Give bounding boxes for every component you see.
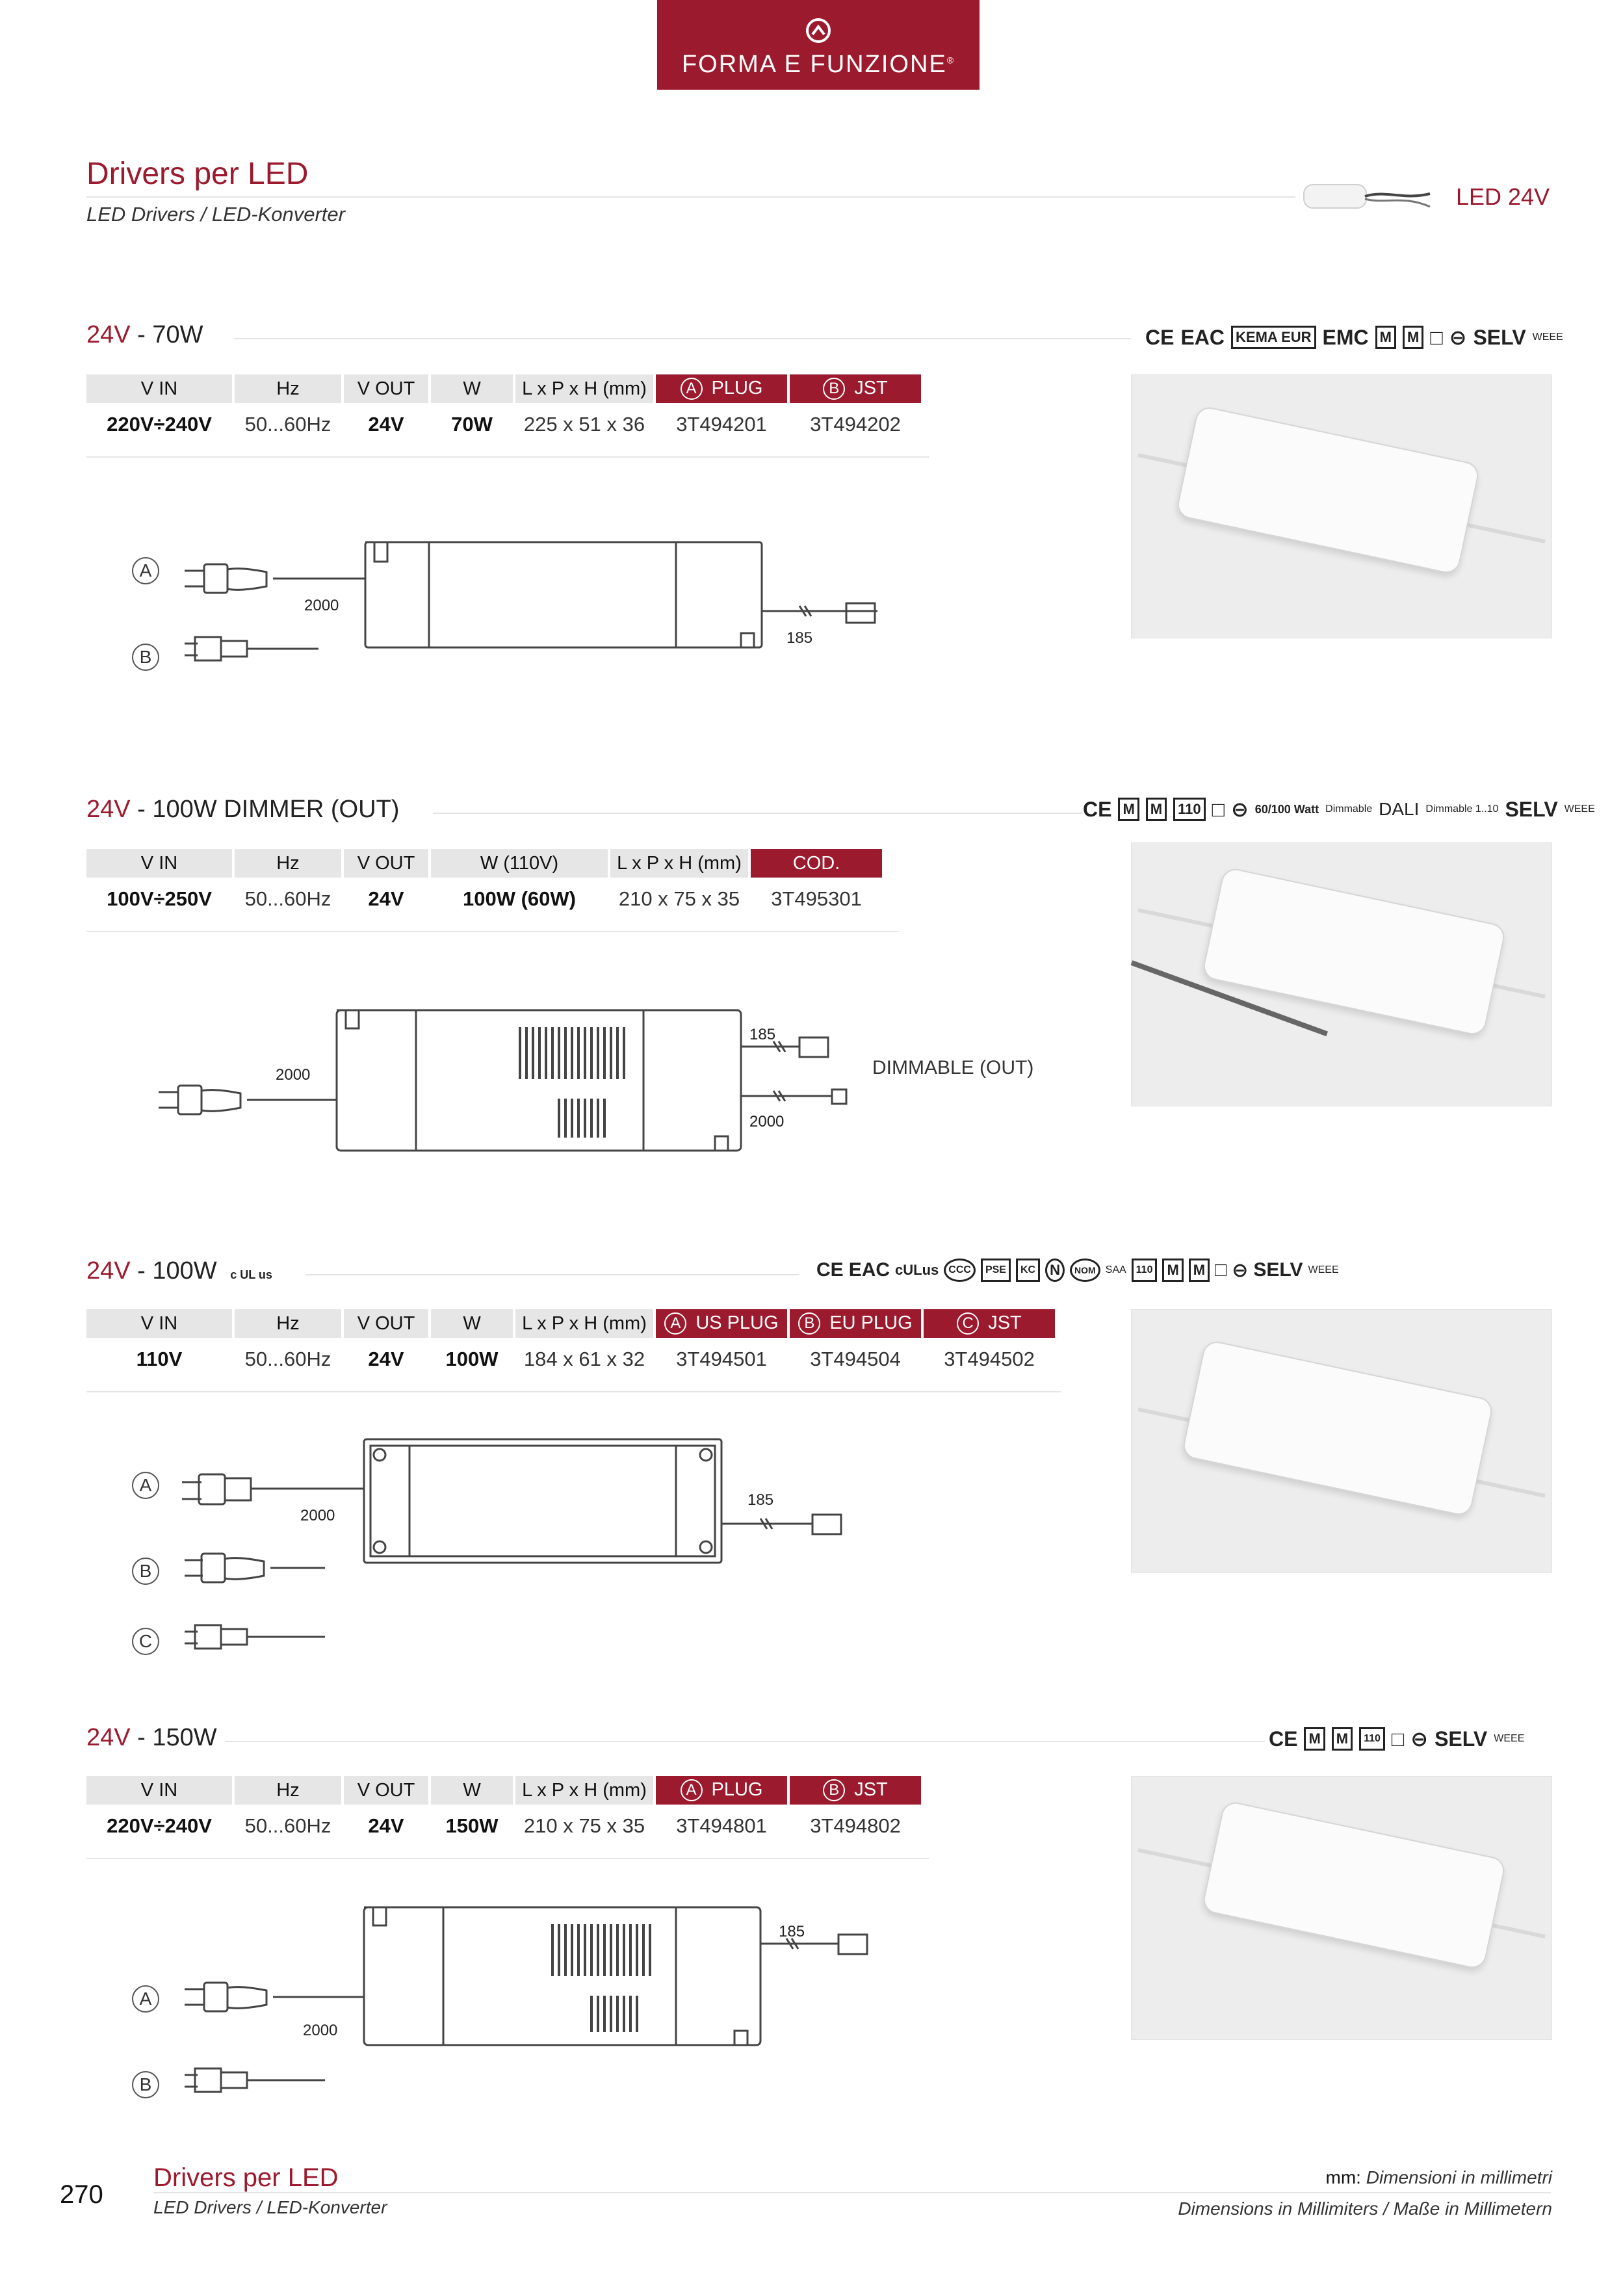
page-subtitle: LED Drivers / LED-Konverter [86, 203, 345, 226]
col-header: Hz [235, 1309, 341, 1338]
dimmable-output-label: DIMMABLE (OUT) [872, 1057, 1034, 1078]
col-header: V IN [86, 849, 232, 878]
col-header: V IN [86, 374, 232, 403]
col-header: V OUT [344, 1776, 428, 1805]
col-header: W [431, 374, 513, 403]
variant-a-marker: A [132, 1985, 159, 2013]
certification-marks: CE M M 110 □ ⊖ SELV WEEE [1269, 1727, 1525, 1751]
footer-units-translation: Dimensions in Millimiters / Maße in Millimetern [1178, 2198, 1552, 2219]
col-header: V OUT [344, 374, 428, 403]
weee-bin-icon: WEEE [1532, 332, 1563, 343]
weee-bin-icon: WEEE [1564, 803, 1595, 815]
col-header: V IN [86, 1309, 232, 1338]
led-strip-thumbnail [1300, 170, 1436, 222]
weee-bin-icon: WEEE [1308, 1264, 1339, 1275]
header-divider [86, 196, 1295, 198]
col-header: Hz [235, 374, 341, 403]
table-divider [86, 456, 929, 458]
page-number: 270 [60, 2180, 103, 2209]
spec-table [84, 1309, 1058, 1381]
spec-table [84, 849, 885, 920]
table-divider [86, 1391, 1061, 1392]
dimmer-cable-length-label: 2000 [749, 1113, 785, 1130]
table-row: 220V÷240V 50...60Hz 24V 150W 210 x 75 x 35 3T494801 3T494802 [107, 1814, 901, 1837]
section-title-100w-dimmer: 24V - 100W DIMMER (OUT) [86, 796, 400, 823]
spec-table [84, 374, 924, 446]
cable-length-label: 2000 [300, 1507, 335, 1524]
spec-table [84, 1776, 924, 1847]
ul-mark: c UL us [230, 1268, 272, 1281]
footer-subtitle: LED Drivers / LED-Konverter [153, 2197, 387, 2217]
table-row: 220V÷240V 50...60Hz 24V 70W 225 x 51 x 36 3T494201 3T494202 [107, 413, 901, 436]
category-label: LED 24V [1456, 183, 1550, 210]
output-length-label: 185 [786, 629, 813, 647]
code-header: B EU PLUG [790, 1309, 921, 1338]
code-header: A US PLUG [656, 1309, 787, 1338]
section-title-70w: 24V - 70W [86, 321, 203, 348]
brand-name: FORMA E FUNZIONE® [681, 51, 955, 78]
footer-title: Drivers per LED [153, 2163, 339, 2192]
section-divider [433, 813, 1083, 814]
certification-marks: CE EAC KEMA EUR EMC M M □ ⊖ SELV WEEE [1145, 325, 1563, 349]
brand-logo [657, 0, 980, 90]
table-row: 100V÷250V 50...60Hz 24V 100W (60W) 210 x 75 x 35 3T495301 [107, 887, 862, 910]
code-header: A PLUG [656, 1776, 787, 1805]
variant-a-marker: A [132, 557, 159, 584]
col-header: V IN [86, 1776, 232, 1805]
weee-bin-icon: WEEE [1494, 1733, 1525, 1744]
col-header: L x P x H (mm) [515, 1309, 653, 1338]
variant-c-marker: C [132, 1628, 159, 1655]
logo-mark-icon [805, 17, 832, 44]
col-header: W [431, 1776, 513, 1805]
variant-b-marker: B [132, 644, 159, 671]
code-header: C JST [924, 1309, 1055, 1338]
product-photo-70w [1131, 374, 1552, 638]
table-divider [86, 931, 899, 932]
col-header: V OUT [344, 1309, 428, 1338]
output-length-label: 185 [779, 1923, 805, 1940]
footer-units-note: mm: Dimensioni in millimetri [1325, 2167, 1552, 2187]
col-header: V OUT [344, 849, 428, 878]
cable-length-label: 2000 [303, 2022, 338, 2039]
technical-drawing-100w [175, 1437, 890, 1658]
table-row: 110V 50...60Hz 24V 100W 184 x 61 x 32 3T494501 3T494504 3T494502 [136, 1348, 1035, 1370]
footer-divider [153, 2192, 1551, 2193]
col-header: W (110V) [431, 849, 608, 878]
section-title-100w: 24V - 100W c UL us [86, 1257, 272, 1285]
code-header: A PLUG [656, 374, 787, 403]
certification-marks: CE EAC cULus CCC PSE KC N NOM SAA 110 M M □ ⊖ SELV WEEE [816, 1259, 1339, 1281]
variant-b-marker: B [132, 2071, 159, 2098]
col-header: Hz [235, 1776, 341, 1805]
section-divider [305, 1274, 799, 1275]
output-length-label: 185 [749, 1026, 776, 1043]
variant-a-marker: A [132, 1472, 159, 1499]
col-header: L x P x H (mm) [515, 374, 653, 403]
section-divider [234, 338, 1131, 339]
col-header: L x P x H (mm) [610, 849, 748, 878]
cable-length-label: 2000 [304, 597, 339, 614]
product-photo-100w-dimmer [1131, 842, 1552, 1106]
table-divider [86, 1858, 929, 1859]
section-divider [225, 1741, 1265, 1742]
code-header: COD. [751, 849, 882, 878]
cable-length-label: 2000 [276, 1066, 311, 1084]
code-header: B JST [790, 374, 921, 403]
code-header: B JST [790, 1776, 921, 1805]
col-header: Hz [235, 849, 341, 878]
page-title: Drivers per LED [86, 157, 309, 191]
section-title-150w: 24V - 150W [86, 1724, 217, 1751]
product-photo-150w [1131, 1776, 1552, 2040]
col-header: L x P x H (mm) [515, 1776, 653, 1805]
product-photo-100w [1131, 1309, 1552, 1573]
variant-b-marker: B [132, 1558, 159, 1585]
certification-marks: CE M M 110 □ ⊖ 60/100 Watt Dimmable DALI Dimmable 1..10 SELV WEEE [1083, 797, 1595, 821]
col-header: W [431, 1309, 513, 1338]
output-length-label: 185 [747, 1491, 774, 1509]
